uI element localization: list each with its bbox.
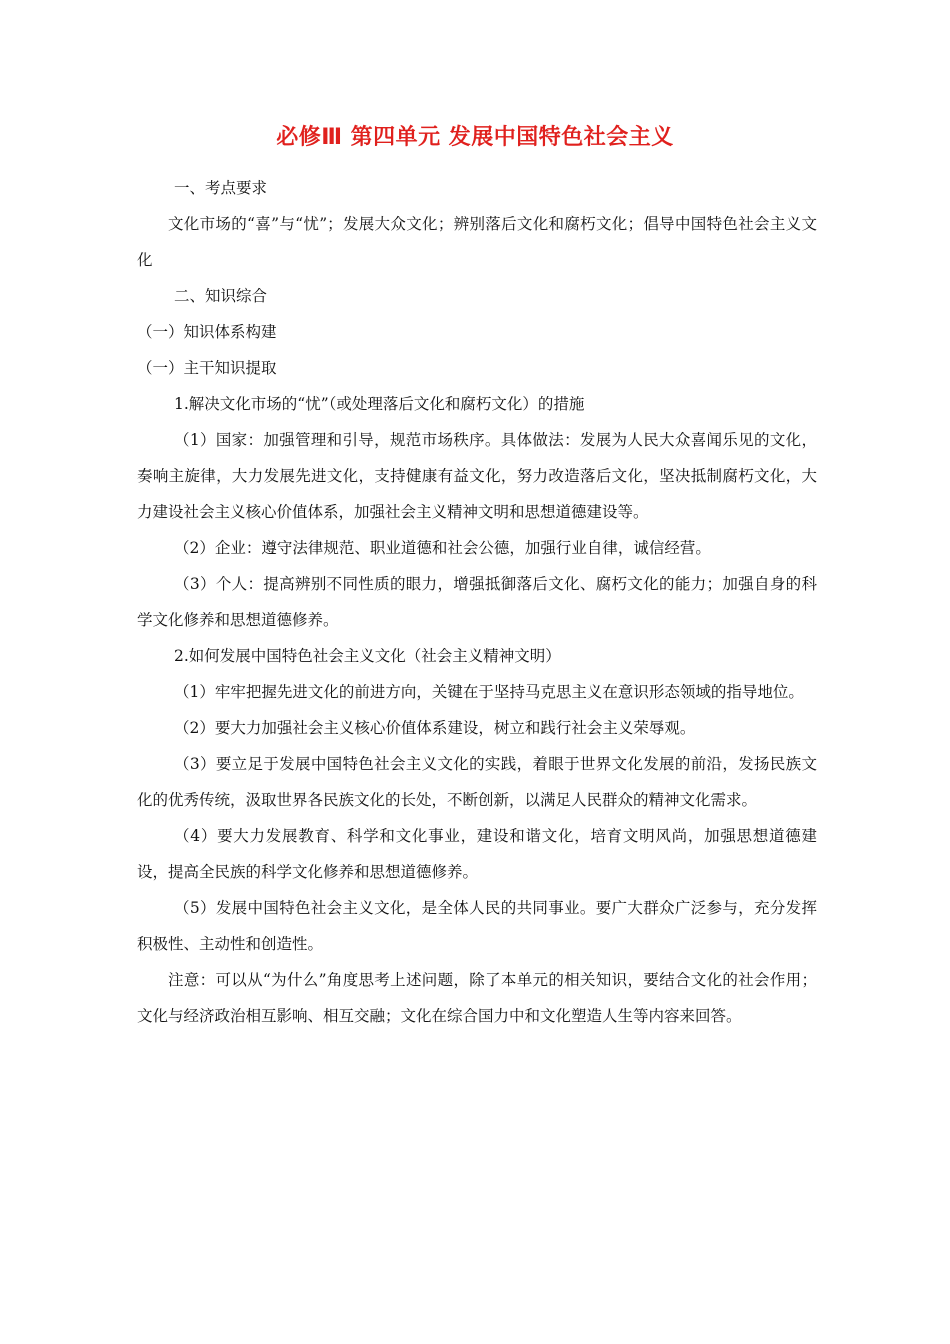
paragraph: 文化市场的“喜”与“忧”；发展大众文化；辨别落后文化和腐朽文化；倡导中国特色社会主义文化: [137, 215, 817, 269]
paragraph: 一、考点要求: [174, 179, 268, 197]
document-body: [137, 170, 817, 1034]
paragraph: （3）要立足于发展中国特色社会主义文化的实践，着眼于世界文化发展的前沿，发扬民族文化的优秀传统，汲取世界各民族文化的长处，不断创新，以满足人民群众的精神文化需求。: [137, 755, 817, 809]
paragraph: （2）要大力加强社会主义核心价值体系建设，树立和践行社会主义荣辱观。: [174, 719, 696, 737]
paragraph: 注意：可以从“为什么”角度思考上述问题，除了本单元的相关知识，要结合文化的社会作用；文化与经济政治相互影响、相互交融；文化在综合国力中和文化塑造人生等内容来回答。: [137, 971, 817, 1025]
paragraph: （1）牢牢把握先进文化的前进方向，关键在于坚持马克思主义在意识形态领域的指导地位。: [174, 683, 804, 701]
paragraph: （4）要大力发展教育、科学和文化事业，建设和谐文化，培育文明风尚，加强思想道德建设，提高全民族的科学文化修养和思想道德修养。: [137, 827, 817, 881]
paragraph: （2）企业：遵守法律规范、职业道德和社会公德，加强行业自律，诚信经营。: [174, 539, 711, 557]
paragraph: （一）主干知识提取: [137, 359, 277, 377]
paragraph: （5）发展中国特色社会主义文化，是全体人民的共同事业。要广大群众广泛参与，充分发挥积极性、主动性和创造性。: [137, 899, 817, 953]
paragraph: 2.如何发展中国特色社会主义文化（社会主义精神文明）: [174, 647, 561, 665]
paragraph: （1）国家：加强管理和引导，规范市场秩序。具体做法：发展为人民大众喜闻乐见的文化，奏响主旋律，大力发展先进文化，支持健康有益文化，努力改造落后文化，坚决抵制腐朽文化，大力建设社会主义核心价值体系，加强社会主义精神文明和思想道德建设等。: [137, 431, 817, 521]
paragraph: 二、知识综合: [174, 287, 268, 305]
paragraph: 1.解决文化市场的“忧”（或处理落后文化和腐朽文化）的措施: [174, 395, 585, 413]
document-title: 必修Ⅲ 第四单元 发展中国特色社会主义: [276, 125, 674, 150]
paragraph: （3）个人：提高辨别不同性质的眼力，增强抵御落后文化、腐朽文化的能力；加强自身的科学文化修养和思想道德修养。: [137, 575, 817, 629]
paragraph: （一）知识体系构建: [137, 323, 277, 341]
